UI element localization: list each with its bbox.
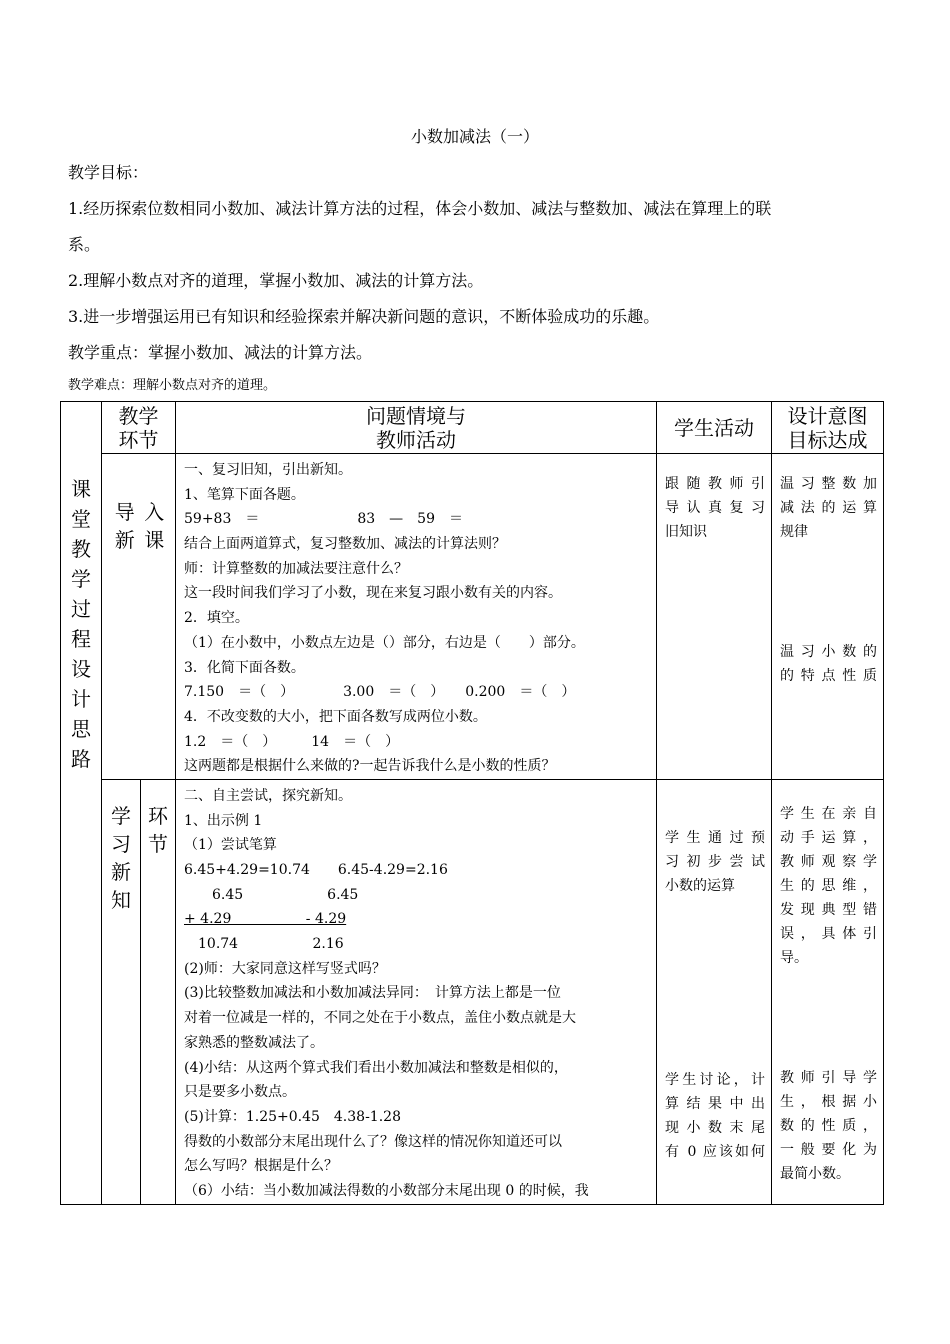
student-review: 跟随教师引 导认真复习 旧知识 xyxy=(657,454,772,780)
goals-label: 教学目标： xyxy=(68,163,149,182)
side-label-char: 程 xyxy=(71,627,91,651)
intent-new: 学生在亲自 动手运算， 教师观察学 生的思维， 发现典型错 误，具体引 导。 教师引导学 生，根据小 数的性质， 一般要化为 最简小数。 xyxy=(772,779,884,1204)
side-label-char: 堂 xyxy=(71,507,91,531)
side-label-char: 学 xyxy=(71,567,91,591)
side-label-char: 教 xyxy=(71,537,91,561)
header-student: 学生活动 xyxy=(657,402,772,454)
intent-review: 温习整数加 减法的运算 规律 温习小数的 的特点性质 xyxy=(772,454,884,780)
student-new: 学生通过预 习初步尝试 小数的运算 学生讨论，计 算结果中出 现小数末尾 有 0 应该如何 xyxy=(657,779,772,1204)
side-label-char: 设 xyxy=(71,657,91,681)
stage-new-left: 学 习 新 知 xyxy=(102,779,141,1204)
stage-new-right: 环 节 xyxy=(141,779,176,1204)
difficulty: 教学难点：理解小数点对齐的道理。 xyxy=(68,378,277,393)
key-point: 教学重点：掌握小数加、减法的计算方法。 xyxy=(68,343,373,362)
goal-3: 3.进一步增强运用已有知识和经验探索并解决新问题的意识，不断体验成功的乐趣。 xyxy=(68,307,660,326)
side-label-char: 计 xyxy=(71,687,91,711)
header-activity: 问题情境与 教师活动 xyxy=(176,402,657,454)
side-label xyxy=(61,402,102,1205)
side-label-char: 路 xyxy=(71,747,91,771)
header-intent: 设计意图 目标达成 xyxy=(772,402,884,454)
stage-intro: 导 入 新 课 xyxy=(102,454,176,780)
goal-1a: 1.经历探索位数相同小数加、减法计算方法的过程，体会小数加、减法与整数加、减法在算理上的联 xyxy=(68,199,772,218)
side-label-char: 思 xyxy=(71,717,91,741)
activity-review: 一、复习旧知，引出新知。 1、笔算下面各题。 59+83 ＝ 83 — 59 ＝ 结合上面两道算式，复习整数加、减法的计算法则？ 师：计算整数的加减法要注意什么？ 这一段时间我们学习了小数，现在来复习跟小数有关的内容。 2．填空。 （1）在小数中，小数点左边是（）部分，右边是（ ）部分。 3．化简下面各数。 7.150 ＝（ ） 3.00 ＝（ ） 0.200 ＝（ ） 4．不改变数的大小，把下面各数写成两位小数。 1.2 ＝（ ） 14 ＝（ ） 这两题都是根据什么来做的?一起告诉我什么是小数的性质？ xyxy=(176,454,657,780)
goal-2: 2.理解小数点对齐的道理，掌握小数加、减法的计算方法。 xyxy=(68,271,484,290)
header-stage: 教学 环节 xyxy=(102,402,176,454)
goal-1b: 系。 xyxy=(68,235,101,254)
lesson-table xyxy=(60,401,884,1205)
activity-new: 二、自主尝试，探究新知。 1、出示例 1 （1）尝试笔算 6.45+4.29=10.74 6.45-4.29=2.16 6.45 6.45 + 4.29 - 4.29 10.74 2.16 (2)师：大家同意这样写竖式吗？ (3)比较整数加减法和小数加减法异同： 计算方法上都是一位 对着一位减是一样的，不同之处在于小数点，盖住小数点就是大 家熟悉的整数减法了。 (4)小结：从这两个算式我们看出小数加减法和整数是相似的， 只是要多小数点。 (5)计算：1.25+0.45 4.38-1.28 得数的小数部分末尾出现什么了？像这样的情况你知道还可以 怎么写吗？根据是什么？ （6）小结：当小数加减法得数的小数部分末尾出现 0 的时候，我 xyxy=(176,779,657,1204)
side-label-char: 课 xyxy=(71,477,91,501)
side-label-char: 过 xyxy=(71,597,91,621)
doc-title: 小数加减法（一） xyxy=(410,127,539,146)
